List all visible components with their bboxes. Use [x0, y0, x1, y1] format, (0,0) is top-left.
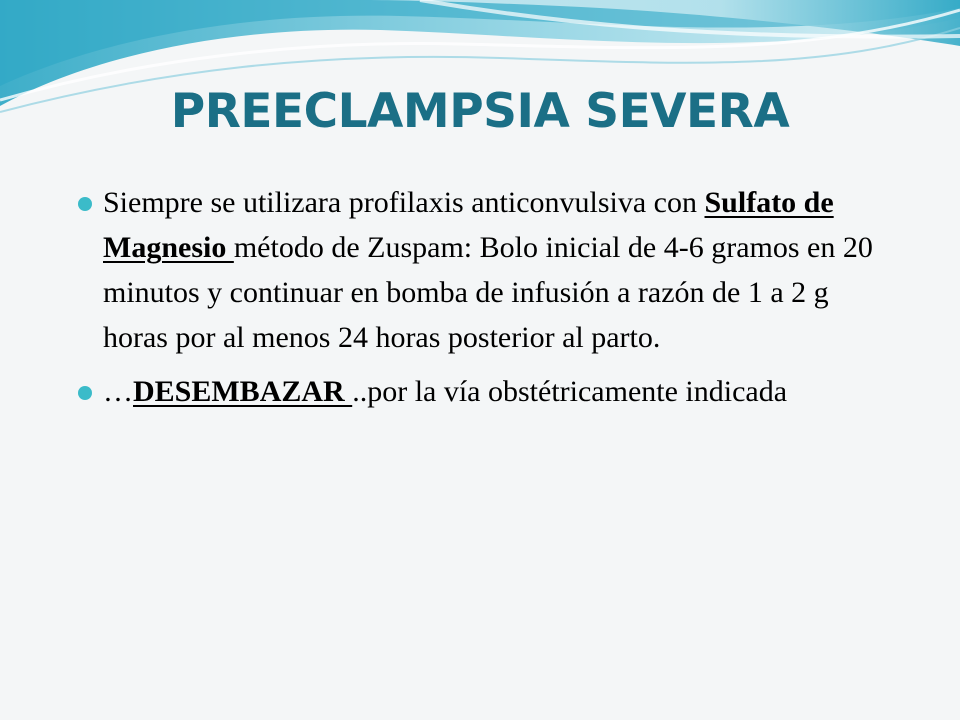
bullet-text: método de Zuspam: Bolo inicial de 4-6 gramos en 20 minutos y continuar en bomba de infusión a razón de 1 a 2 g horas por al menos 24 horas posterior al parto.	[103, 231, 873, 354]
bullet-text: Siempre se utilizara profilaxis anticonvulsiva con	[103, 186, 705, 219]
slide-title: PREECLAMPSIA SEVERA	[170, 84, 790, 139]
bullet-text: ..por la vía obstétricamente indicada	[352, 375, 788, 408]
bullet-item-magnesium	[76, 180, 896, 360]
bullet-text: …	[103, 375, 133, 408]
emphasis-text: Sulfato de Magnesio	[103, 186, 834, 264]
bullet-dot-icon	[78, 197, 92, 211]
bullet-dot-icon	[78, 386, 92, 400]
bullet-item-deliver	[76, 369, 896, 414]
emphasis-text: DESEMBAZAR	[133, 375, 353, 408]
bullet-list	[76, 180, 896, 423]
